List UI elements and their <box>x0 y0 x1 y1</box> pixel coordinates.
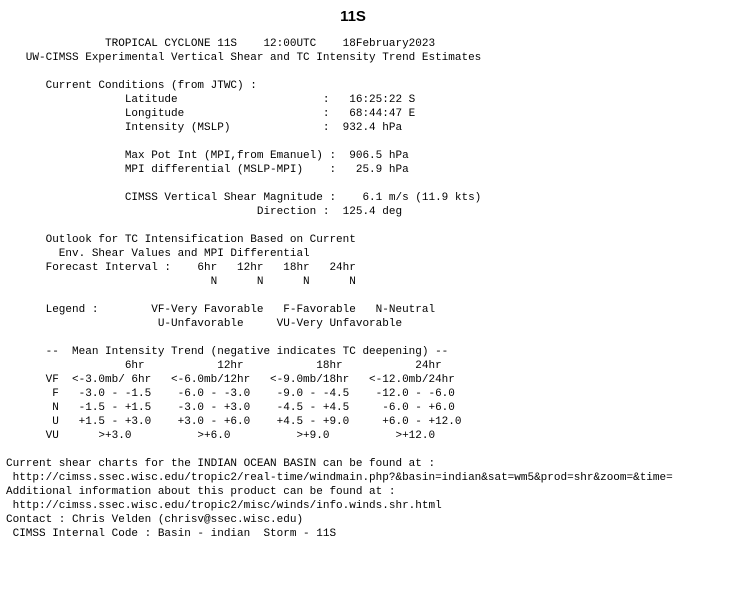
report-line: http://cimss.ssec.wisc.edu/tropic2/misc/winds/info.winds.shr.html <box>6 500 442 512</box>
report-line: CIMSS Internal Code : Basin - indian Storm - 11S <box>6 528 337 540</box>
report-line: CIMSS Vertical Shear Magnitude : 6.1 m/s (11.9 kts) <box>6 192 482 204</box>
report-line: Forecast Interval : 6hr 12hr 18hr 24hr <box>6 262 356 274</box>
report-line <box>6 177 673 191</box>
report-line: Env. Shear Values and MPI Differential <box>6 248 310 260</box>
report-line <box>6 65 673 79</box>
report-line: Contact : Chris Velden (chrisv@ssec.wisc.edu) <box>6 514 304 526</box>
report-line <box>6 219 673 233</box>
report-line <box>6 331 673 345</box>
report-line: Intensity (MSLP) : 932.4 hPa <box>6 122 403 134</box>
page-title: 11S <box>340 8 366 25</box>
report-line: -- Mean Intensity Trend (negative indicates TC deepening) -- <box>6 346 449 358</box>
report-line: Longitude : 68:44:47 E <box>6 108 416 120</box>
report-line <box>6 289 673 303</box>
report-line: Max Pot Int (MPI,from Emanuel) : 906.5 hPa <box>6 150 409 162</box>
report-line: VU >+3.0 >+6.0 >+9.0 >+12.0 <box>6 430 436 442</box>
report-line: MPI differential (MSLP-MPI) : 25.9 hPa <box>6 164 409 176</box>
report-line: Current Conditions (from JTWC) : <box>6 80 257 92</box>
report-line: UW-CIMSS Experimental Vertical Shear and TC Intensity Trend Estimates <box>6 52 482 64</box>
report-line: Outlook for TC Intensification Based on Current <box>6 234 356 246</box>
report-line <box>6 135 673 149</box>
report-line: Legend : VF-Very Favorable F-Favorable N-Neutral <box>6 304 436 316</box>
report-line: N N N N <box>6 276 356 288</box>
report-line <box>6 443 673 457</box>
report-line: TROPICAL CYCLONE 11S 12:00UTC 18February2023 <box>6 38 436 50</box>
report-line: F -3.0 - -1.5 -6.0 - -3.0 -9.0 - -4.5 -12.0 - -6.0 <box>6 388 455 400</box>
report-line: VF <-3.0mb/ 6hr <-6.0mb/12hr <-9.0mb/18hr <-12.0mb/24hr <box>6 374 455 386</box>
report-line: U-Unfavorable VU-Very Unfavorable <box>6 318 403 330</box>
report-text <box>6 37 673 541</box>
report-line: Additional information about this product can be found at : <box>6 486 396 498</box>
report-line: Direction : 125.4 deg <box>6 206 403 218</box>
report-line: 6hr 12hr 18hr 24hr <box>6 360 442 372</box>
report-line: N -1.5 - +1.5 -3.0 - +3.0 -4.5 - +4.5 -6.0 - +6.0 <box>6 402 455 414</box>
report-line: http://cimss.ssec.wisc.edu/tropic2/real-time/windmain.php?&basin=indian&sat=wm5&prod=shr&zoom=&time= <box>6 472 673 484</box>
report-line: U +1.5 - +3.0 +3.0 - +6.0 +4.5 - +9.0 +6.0 - +12.0 <box>6 416 462 428</box>
report-line: Latitude : 16:25:22 S <box>6 94 416 106</box>
report-line: Current shear charts for the INDIAN OCEAN BASIN can be found at : <box>6 458 436 470</box>
